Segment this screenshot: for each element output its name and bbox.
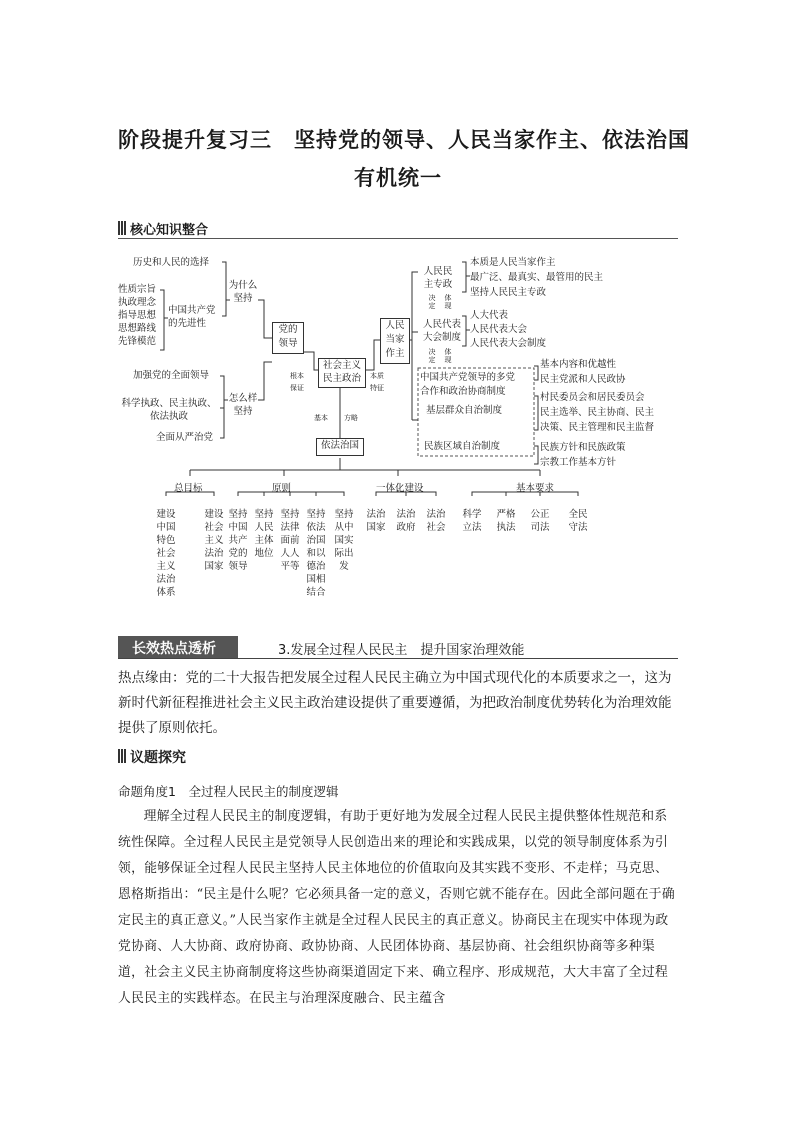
body-paragraph: 理解全过程人民民主的制度逻辑，有助于更好地为发展全过程人民民主提供整体性规范和系统性保障。全过程人民民主是党领导人民创造出来的理论和实践成果，以党的领导制度体系为引领，能够保证全过程人民民主坚持人民主体地位的价值取向及其实践不变形、不走样；马克思、恩格斯指出：“民主是什么呢？它必须具备一定的意义，否则它就不能存在。因此全部问题在于确定民主的真正意义。”人民当家作主就是全过程人民民主的真正意义。协商民主在现实中体现为政党协商、人大协商、政府协商、政协协商、人民团体协商、基层协商、社会组织协商等多种渠道，社会主义民主协商制度将这些协商渠道固定下来、确立程序、形成规范，大大丰富了全过程人民民主的实践样态。在民主与治理深度融合、民主蕴含 <box>118 809 675 1006</box>
pp-items: 本质是人民当家作主 最广泛、最真实、最管用的民主 坚持人民民主专政 <box>470 257 604 298</box>
page-title: 阶段提升复习三 坚持党的领导、人民当家作主、依法治国 <box>118 128 690 152</box>
ethnic-items: 民族方针和民族政策 宗教工作基本方针 <box>540 442 626 468</box>
hot-topic-label-block <box>118 636 238 658</box>
label-benzhi: 本质 <box>370 372 384 380</box>
requirement-col: 严格执法 <box>496 509 516 533</box>
group-integration: 一体化建设 <box>376 483 424 494</box>
label-tixian-1: 体 现 <box>444 294 452 310</box>
body-text <box>118 804 678 1012</box>
hot-topic-bar <box>118 636 678 659</box>
section-label: 核心知识整合 <box>130 223 209 238</box>
principle-col: 坚持人民主体地位 <box>254 509 274 559</box>
strengthen-leadership: 加强党的全面领导 <box>133 370 210 381</box>
section-label: 议题探究 <box>130 750 186 766</box>
requirement-col: 全民守法 <box>568 509 588 533</box>
rule-of-law-box: 依法治国 <box>316 438 364 456</box>
hot-topic-label: 长效热点透析 <box>132 641 216 657</box>
hot-topic-heading: 3.发展全过程人民民主 提升国家治理效能 <box>278 643 525 658</box>
label-genben: 根本 <box>290 372 304 380</box>
section-topic-inquiry <box>118 746 678 766</box>
label-baozheng: 保证 <box>290 384 304 392</box>
label-jiben: 基本 <box>314 414 328 422</box>
strict-governance: 全面从严治党 <box>156 432 214 443</box>
socialist-democracy-box: 社会主义 民主政治 <box>318 358 366 388</box>
question-angle: 命题角度1 全过程人民民主的制度逻辑 <box>118 784 339 799</box>
history-choice: 历史和人民的选择 <box>133 257 210 268</box>
principle-col: 坚持法律面前人人平等 <box>280 509 300 572</box>
label-tixian-2: 体 现 <box>444 348 452 364</box>
principle-col: 坚持依法治国和以德治国相结合 <box>306 509 326 598</box>
scientific-governance: 科学执政、民主执政、 依法执政 <box>121 398 217 422</box>
npc-items: 人大代表 人民代表大会 人民代表大会制度 <box>470 310 547 349</box>
how-adhere: 怎么样 坚持 <box>228 393 258 417</box>
group-goal: 总目标 <box>174 483 203 494</box>
label-fanglue: 方略 <box>344 414 358 422</box>
goal-col: 建设中国特色社会主义法治体系 <box>156 509 176 598</box>
people-dictatorship: 人民民 主专政 <box>423 266 453 290</box>
principle-col: 坚持从中国实际出发 <box>334 509 354 572</box>
grassroots-autonomy: 基层群众自治制度 <box>426 405 503 416</box>
cpc-cooperation-system: 中国共产党领导的多党 合作和政治协商制度 <box>420 372 516 397</box>
npc-system: 人民代表 大会制度 <box>422 319 461 343</box>
requirement-col: 科学立法 <box>462 509 482 533</box>
grassroots-items: 村民委员会和居民委员会 民主选举、民主协商、民主 决策、民主管理和民主监督 <box>540 392 655 433</box>
why-adhere: 为什么 坚持 <box>228 280 258 304</box>
integration-col: 法治社会 <box>426 509 446 533</box>
group-requirement: 基本要求 <box>516 483 555 494</box>
party-vanguard: 中国共产党 的先进性 <box>168 305 216 329</box>
principle-col: 坚持中国共产党的领导 <box>228 509 248 572</box>
party-properties: 性质宗旨 执政理念 指导思想 思想路线 先锋模范 <box>118 284 157 347</box>
goal-col: 建设社会主义法治国家 <box>204 509 224 572</box>
section-marker-icon <box>118 749 126 763</box>
party-leadership-box: 党的 领导 <box>272 322 304 354</box>
label-tezheng: 特征 <box>370 384 384 392</box>
ethnic-autonomy: 民族区域自治制度 <box>424 441 501 452</box>
cpc-items: 基本内容和优越性 民主党派和人民政协 <box>540 359 626 385</box>
hot-topic-reason: 热点缘由：党的二十大报告把发展全过程人民民主确立为中国式现代化的本质要求之一，这为新时代新征程推进社会主义民主政治建设提供了重要遵循，为把政治制度优势转化为治理效能提供了原则依托。 <box>118 670 672 736</box>
page-title-line2: 有机统一 <box>354 166 442 190</box>
label-jueding-2: 决 定 <box>428 348 436 364</box>
label-jueding-1: 决 定 <box>428 294 436 310</box>
people-master-box: 人民 当家 作主 <box>380 318 410 364</box>
integration-col: 法治政府 <box>396 509 416 533</box>
integration-col: 法治国家 <box>366 509 386 533</box>
group-principle: 原则 <box>272 483 292 494</box>
requirement-col: 公正司法 <box>530 509 550 533</box>
